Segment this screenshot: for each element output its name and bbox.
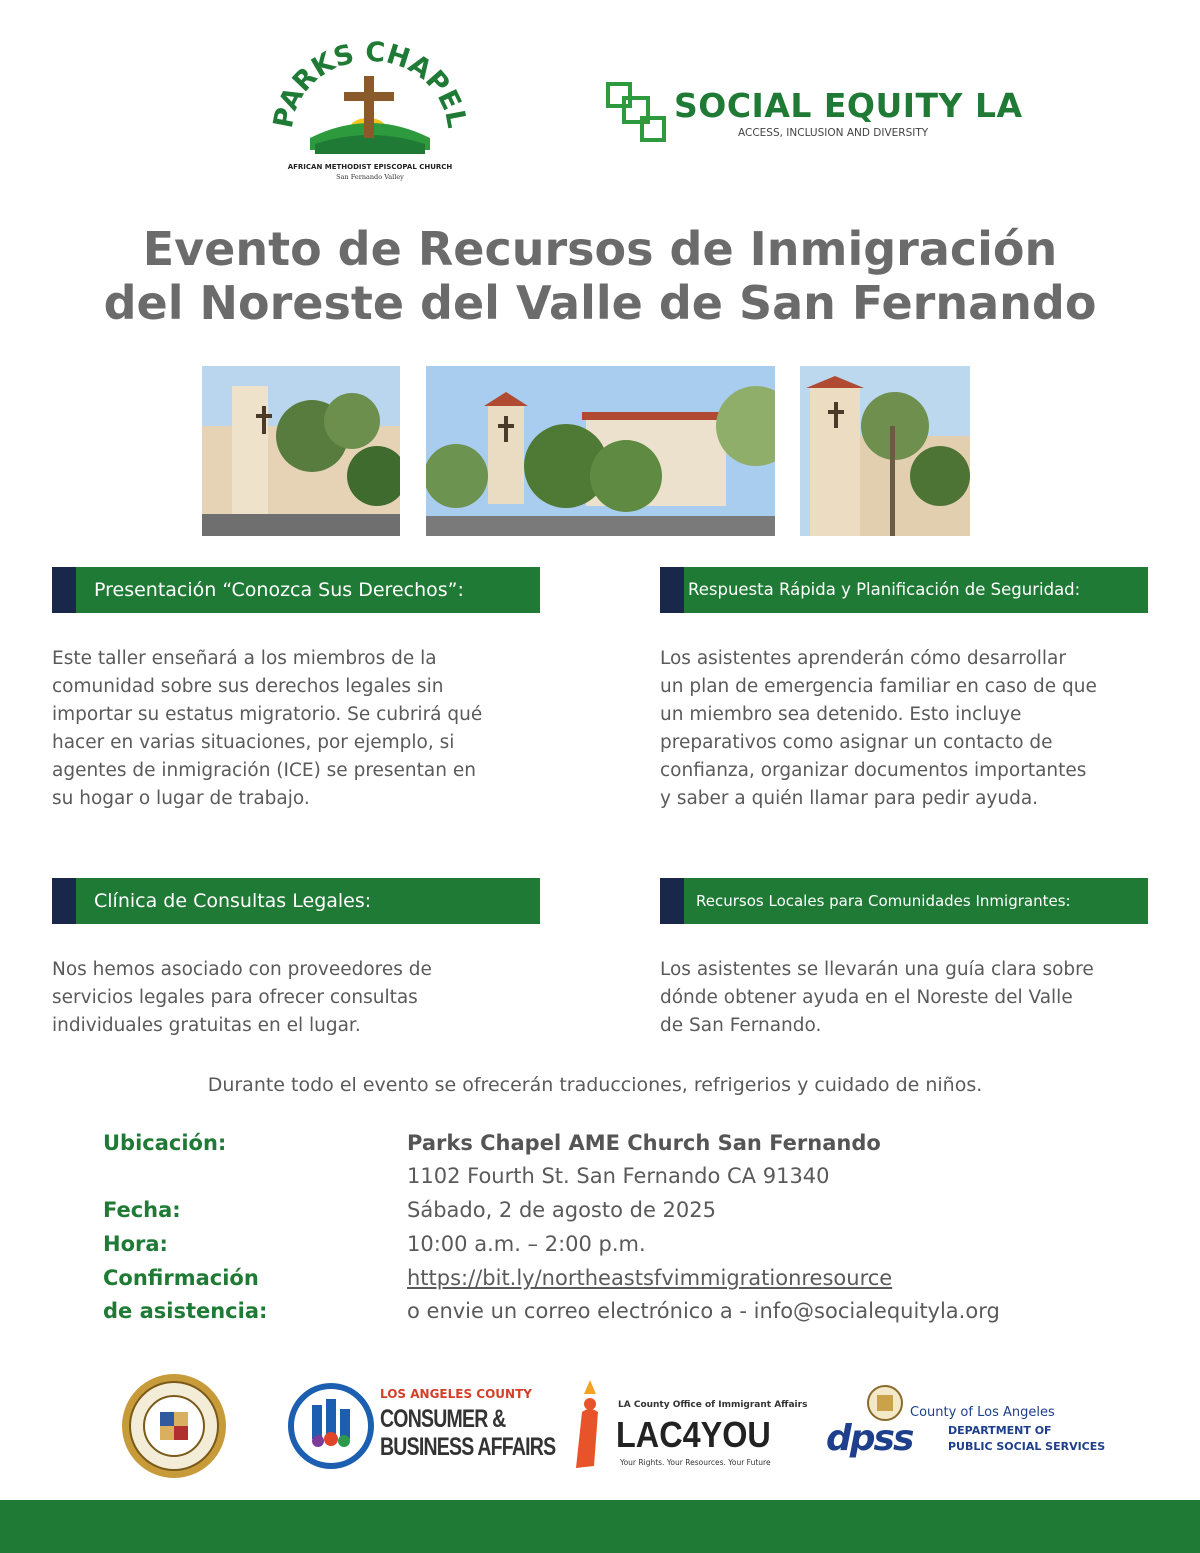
church-photo-left xyxy=(202,366,400,536)
dpss-logo xyxy=(826,1384,1116,1464)
time-label: Hora: xyxy=(103,1232,168,1256)
body-line: Nos hemos asociado con proveedores de xyxy=(52,959,432,980)
church-photo-center xyxy=(426,366,775,536)
cba-top: LOS ANGELES COUNTY xyxy=(380,1387,532,1401)
body-line: servicios legales para ofrecer consultas xyxy=(52,987,418,1008)
time-value: 10:00 a.m. – 2:00 p.m. xyxy=(407,1232,646,1256)
body-line: importar su estatus migratorio. Se cubrirá qué xyxy=(52,704,483,725)
body-line: preparativos como asignar un contacto de xyxy=(660,732,1053,753)
svg-text:San Fernando Valley: San Fernando Valley xyxy=(336,173,404,181)
parks-chapel-logo xyxy=(270,38,470,188)
body-line: confianza, organizar documentos importantes xyxy=(660,760,1087,781)
heading-accent-bar xyxy=(660,567,684,613)
cba-line2: BUSINESS AFFAIRS xyxy=(380,1433,556,1461)
church-photo-right xyxy=(800,366,970,536)
se-name: SOCIAL EQUITY LA xyxy=(674,86,1023,125)
date-label: Fecha: xyxy=(103,1198,181,1222)
rsvp-label-2: de asistencia: xyxy=(103,1299,268,1323)
heading-label: Respuesta Rápida y Planificación de Seguridad: xyxy=(688,580,1081,599)
event-note: Durante todo el evento se ofrecerán traducciones, refrigerios y cuidado de niños. xyxy=(207,1074,983,1096)
section-body-derechos xyxy=(52,645,572,813)
rsvp-label-1: Confirmación xyxy=(103,1266,259,1290)
body-line: Este taller enseñará a los miembros de la xyxy=(52,648,437,669)
date-value: Sábado, 2 de agosto de 2025 xyxy=(407,1198,717,1222)
body-line: individuales gratuitas en el lugar. xyxy=(52,1015,361,1036)
section-heading-seguridad xyxy=(660,567,1148,613)
heading-accent-bar xyxy=(660,878,684,924)
se-tagline: ACCESS, INCLUSION AND DIVERSITY xyxy=(738,127,929,139)
title-line-2: del Noreste del Valle de San Fernando xyxy=(103,276,1097,330)
body-line: un plan de emergencia familiar en caso de que xyxy=(660,676,1097,697)
rsvp-link[interactable]: https://bit.ly/northeastsfvimmigrationresource xyxy=(407,1266,893,1290)
section-heading-recursos xyxy=(660,878,1148,924)
section-heading-derechos xyxy=(52,567,540,613)
lac4you-logo xyxy=(566,1376,808,1472)
lac-name: LAC4YOU xyxy=(616,1414,771,1455)
location-label: Ubicación: xyxy=(103,1131,227,1155)
svg-text:AFRICAN METHODIST EPISCOPAL CH: AFRICAN METHODIST EPISCOPAL CHURCH xyxy=(287,163,453,171)
title-line-1: Evento de Recursos de Inmigración xyxy=(142,222,1058,276)
city-attorney-seal-logo xyxy=(120,1372,228,1480)
heading-accent-bar xyxy=(52,878,76,924)
heading-label: Recursos Locales para Comunidades Inmigrantes: xyxy=(696,892,1071,910)
rsvp-email: o envie un correo electrónico a - info@socialequityla.org xyxy=(407,1299,1000,1323)
section-body-recursos xyxy=(660,956,1180,1040)
torch-figure-icon xyxy=(566,1376,614,1472)
social-equity-la-logo xyxy=(604,78,1024,148)
body-line: hacer en varias situaciones, por ejemplo, si xyxy=(52,732,455,753)
page-title xyxy=(0,222,1200,330)
body-line: Los asistentes aprenderán cómo desarrollar xyxy=(660,648,1066,669)
body-line: y saber a quién llamar para pedir ayuda. xyxy=(660,788,1039,809)
people-icon xyxy=(288,1383,374,1469)
county-seal-icon xyxy=(866,1384,904,1422)
dpss-line1: DEPARTMENT OF xyxy=(948,1424,1052,1437)
body-line: Los asistentes se llevarán una guía clara sobre xyxy=(660,959,1094,980)
body-line: dónde obtener ayuda en el Noreste del Valle xyxy=(660,987,1073,1008)
dpss-county: County of Los Angeles xyxy=(910,1405,1055,1420)
heading-label: Presentación “Conozca Sus Derechos”: xyxy=(94,579,464,601)
section-heading-clinica xyxy=(52,878,540,924)
body-line: comunidad sobre sus derechos legales sin xyxy=(52,676,444,697)
location-name: Parks Chapel AME Church San Fernando xyxy=(407,1131,881,1155)
body-line: agentes de inmigración (ICE) se presentan en xyxy=(52,760,476,781)
lac-tagline: Your Rights. Your Resources. Your Future xyxy=(620,1458,771,1467)
lac-top: LA County Office of Immigrant Affairs xyxy=(618,1400,808,1410)
dpss-line2: PUBLIC SOCIAL SERVICES xyxy=(948,1440,1106,1453)
body-line: de San Fernando. xyxy=(660,1015,822,1036)
dpss-mark: dpss xyxy=(826,1418,913,1459)
location-address: 1102 Fourth St. San Fernando CA 91340 xyxy=(407,1164,830,1188)
consumer-business-affairs-logo xyxy=(288,1383,556,1469)
section-body-clinica xyxy=(52,956,572,1040)
body-line: su hogar o lugar de trabajo. xyxy=(52,788,310,809)
heading-accent-bar xyxy=(52,567,76,613)
squares-icon xyxy=(604,80,668,144)
footer-bar xyxy=(0,1500,1200,1553)
cba-line1: CONSUMER & xyxy=(380,1405,506,1433)
section-body-seguridad xyxy=(660,645,1180,813)
heading-label: Clínica de Consultas Legales: xyxy=(94,890,372,912)
svg-text:PARKS CHAPEL: PARKS CHAPEL xyxy=(270,38,470,131)
body-line: un miembro sea detenido. Esto incluye xyxy=(660,704,1022,725)
